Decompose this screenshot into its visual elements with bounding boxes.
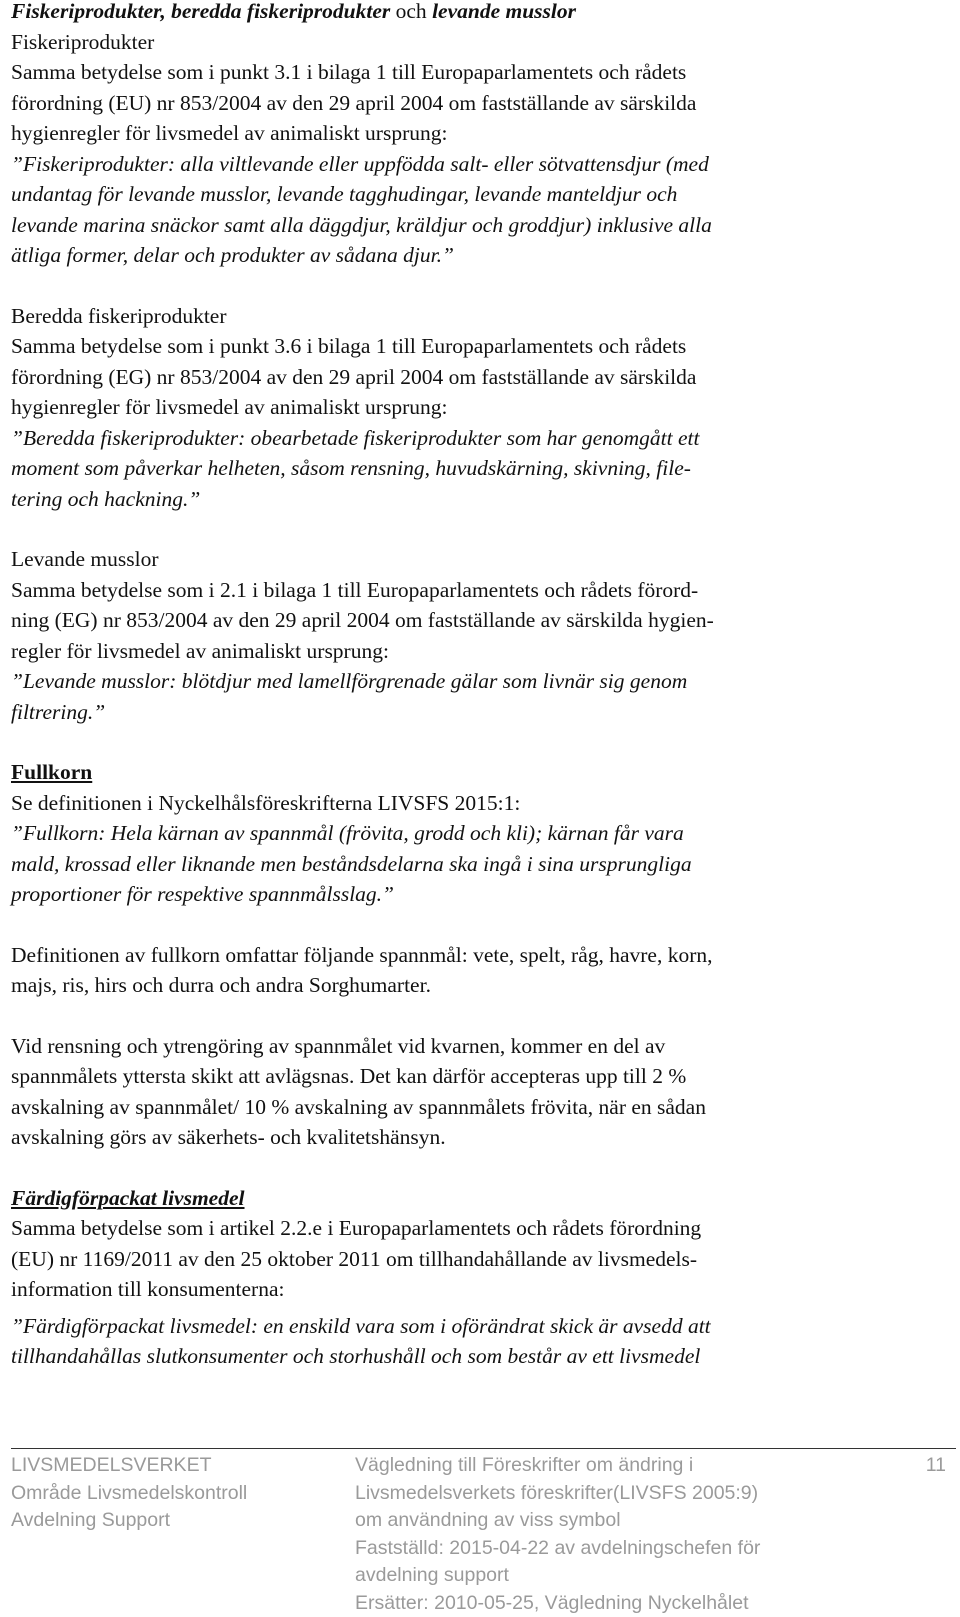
footer-document-info: Vägledning till Föreskrifter om ändring i Livsmedelsverkets föreskrifter(LIVSFS 2005:9) om användning av viss symbol Fastställd: 2015-04-22 av avdelningschefen för avdelning support Ersätter: 2010-05-25, Vägledning Nyckelhålet — [355, 1454, 761, 1614]
paragraph-fullkorn-rensning: Vid rensning och ytrengöring av spannmålet vid kvarnen, kommer en del av spannmålets yttersta skikt att avlägsnas. Det kan därför accepteras upp till 2 % avskalning av spannmålet/ 10 % avskalning av spannmålets frövita, när en sådan avskalning görs av säkerhets- och kvalitetshänsyn. — [11, 1033, 706, 1149]
paragraph-musslor-intro: Samma betydelse som i 2.1 i bilaga 1 till Europaparlamentets och rådets förord- ning (EG) nr 853/2004 av den 29 april 2004 om fastställande av särskilda hygien- regler för livsmedel av animaliskt ursprung: — [11, 577, 714, 663]
footer-org-area: Område Livsmedelskontroll — [11, 1481, 248, 1504]
quote-fardig: ”Färdigförpackat livsmedel: en enskild vara som i oförändrat skick är avsedd att tillhandahållas slutkonsumenter och storhushåll och som består av ett livsmedel — [11, 1313, 711, 1368]
subheading-fiskeriprodukter: Fiskeriprodukter — [11, 29, 155, 54]
subheading-musslor: Levande musslor — [11, 547, 159, 571]
page-number: 11 — [925, 1454, 946, 1476]
section-heading-fardigforpackat: Färdigförpackat livsmedel — [11, 1185, 245, 1210]
quote-beredda: ”Beredda fiskeriprodukter: obearbetade fiskeriprodukter som har genomgått ett moment som påverkar helheten, såsom rensning, huvudskärning, skivning, file- tering och hackning.” — [11, 425, 700, 511]
quote-musslor: ”Levande musslor: blötdjur med lamellförgrenade gälar som livnär sig genom filtrering.” — [11, 669, 688, 724]
footer-organization — [11, 1452, 341, 1535]
paragraph-beredda-intro: Samma betydelse som i punkt 3.6 i bilaga 1 till Europaparlamentets och rådets förordning (EG) nr 853/2004 av den 29 april 2004 om fastställande av särskilda hygienregler för livsmedel av animaliskt ursprung: — [11, 334, 697, 419]
paragraph-fullkorn-intro: Se definitionen i Nyckelhålsföreskrifterna LIVSFS 2015:1: — [11, 790, 521, 815]
paragraph-fardig-intro: Samma betydelse som i artikel 2.2.e i Europaparlamentets och rådets förordning (EU) nr 1169/2011 av den 25 oktober 2011 om tillhandahållande av livsmedels- information till konsumenterna: — [11, 1216, 702, 1301]
section-heading-fiske: Fiskeriprodukter, beredda fiskeriprodukter och levande musslor — [11, 0, 577, 23]
footer-org-department: Avdelning Support — [11, 1509, 171, 1531]
footer-divider — [11, 1448, 956, 1449]
subheading-beredda: Beredda fiskeriprodukter — [11, 303, 227, 328]
footer-org-name: LIVSMEDELSVERKET — [11, 1454, 212, 1476]
document-body — [11, 0, 946, 1372]
quote-fiske: ”Fiskeriprodukter: alla viltlevande eller uppfödda salt- eller sötvattensdjur (med undantag för levande musslor, levande tagghudingar, levande manteldjur och levande marina snäckor samt alla däggdjur, kräldjur och groddjur) inklusive alla ätliga former, delar och produkter av sådana djur.” — [11, 151, 712, 267]
section-heading-fullkorn: Fullkorn — [11, 760, 93, 784]
quote-fullkorn: ”Fullkorn: Hela kärnan av spannmål (frövita, grodd och kli); kärnan får vara mald, krossad eller liknande men beståndsdelarna ska ingå i sina ursprungliga proportioner för respektive spannmålsslag.” — [11, 821, 692, 906]
paragraph-fiske-intro: Samma betydelse som i punkt 3.1 i bilaga 1 till Europaparlamentets och rådets förordning (EU) nr 853/2004 av den 29 april 2004 om fastställande av särskilda hygienregler för livsmedel av animaliskt ursprung: — [11, 60, 697, 145]
paragraph-fullkorn-definition: Definitionen av fullkorn omfattar följande spannmål: vete, spelt, råg, havre, korn, majs, ris, hirs och durra och andra Sorghumarter. — [11, 942, 713, 997]
